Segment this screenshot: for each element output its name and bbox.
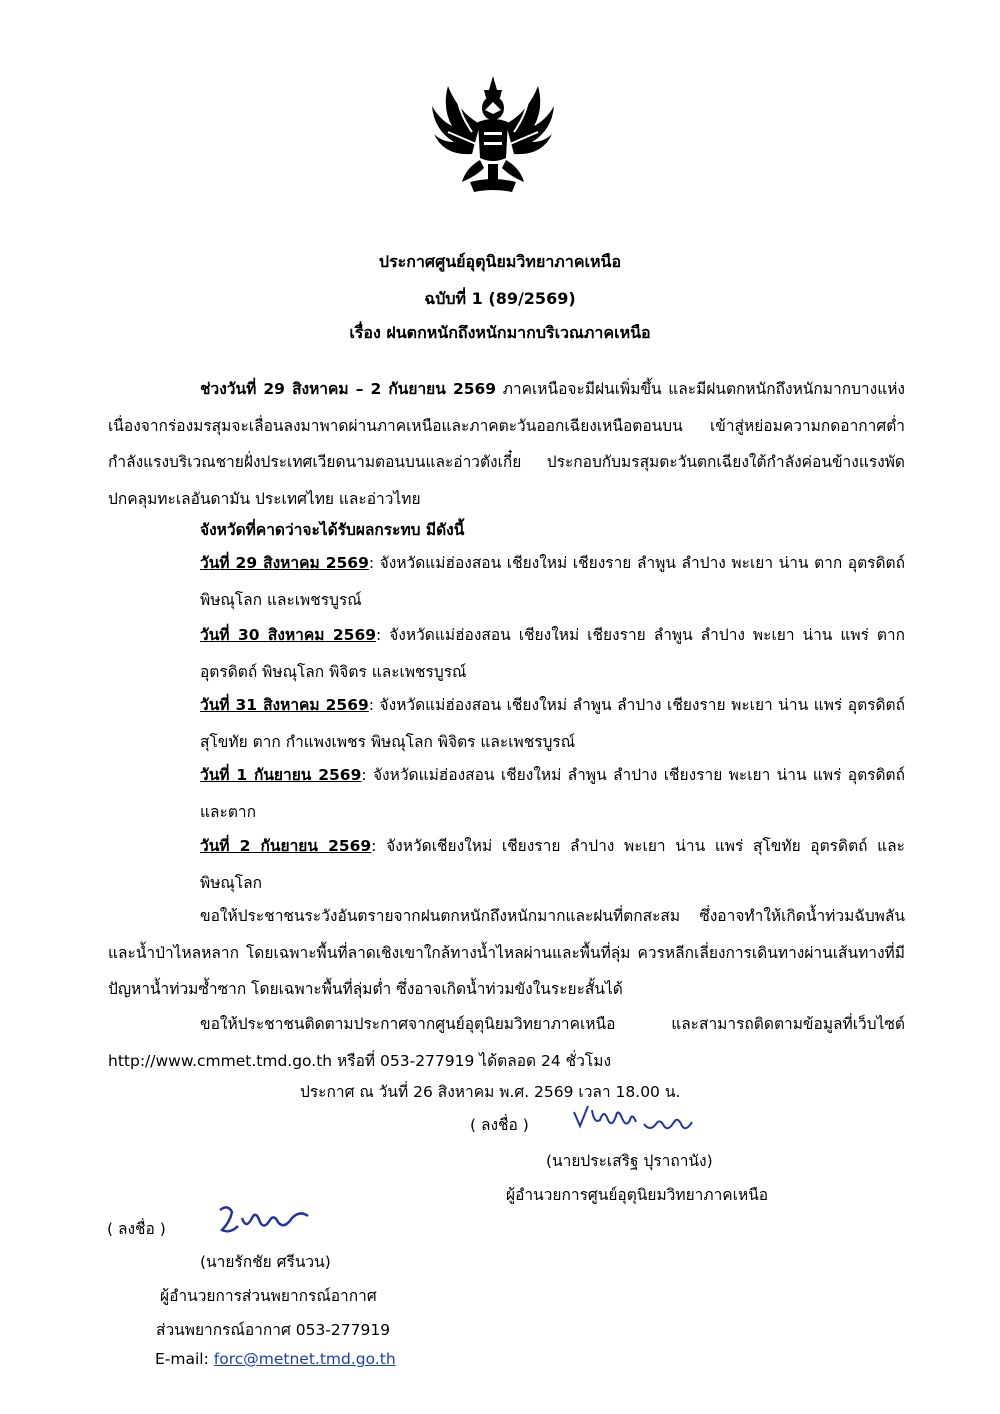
day-provinces: : จังหวัดแม่ฮ่องสอน เชียงใหม่ เชียงราย ลำพูน ลำปาง พะเยา น่าน ตาก อุตรดิตถ์ พิษณุโลก และเพชรบูรณ์	[200, 554, 906, 609]
warning-paragraph: ขอให้ประชาชนระวังอันตรายจากฝนตกหนักถึงหนักมากและฝนที่ตกสะสม ซึ่งอาจทำให้เกิดน้ำท่วมฉับพลันและน้ำป่าไหลหลาก โดยเฉพาะพื้นที่ลาดเชิงเขาใกล้ทางน้ำไหลผ่านและพื้นที่ลุ่ม ควรหลีกเลี่ยงการเดินทางผ่านเส้นทางที่มีปัญหาน้ำท่วมซ้ำซาก โดยเฉพาะพื้นที่ลุ่มต่ำ ซึ่งอาจเกิดน้ำท่วมขังในระยะสั้นได้	[108, 907, 905, 998]
announcement-title: ประกาศศูนย์อุตุนิยมวิทยาภาคเหนือ	[378, 252, 622, 271]
forecast-department: ส่วนพยากรณ์อากาศ 053-277919	[156, 1321, 391, 1339]
email-label: E-mail:	[155, 1350, 214, 1368]
email-line	[155, 1350, 396, 1368]
day-entry	[200, 687, 905, 760]
signature-forecaster	[212, 1200, 322, 1240]
affected-provinces-heading: จังหวัดที่คาดว่าจะได้รับผลกระทบ มีดังนี้	[200, 521, 465, 539]
email-link[interactable]: forc@metnet.tmd.go.th	[213, 1350, 396, 1368]
forecaster-name: (นายรักชัย ศรีนวน)	[200, 1253, 331, 1271]
day-date: วันที่ 1 กันยายน 2569	[200, 766, 362, 784]
day-date: วันที่ 30 สิงหาคม 2569	[200, 626, 377, 644]
day-provinces: : จังหวัดแม่ฮ่องสอน เชียงใหม่ เชียงราย ลำพูน ลำปาง พะเยา น่าน แพร่ ตาก อุตรดิตถ์ พิษณุโลก พิจิตร และเพชรบูรณ์	[200, 626, 906, 681]
forecast-period: ช่วงวันที่ 29 สิงหาคม – 2 กันยายน 2569	[200, 380, 497, 398]
follow-paragraph: ขอให้ประชาชนติดตามประกาศจากศูนย์อุตุนิยมวิทยาภาคเหนือ และสามารถติดตามข้อมูลที่เว็บไซต์ http://www.cmmet.tmd.go.th หรือที่ 053-277919 ได้ตลอด 24 ชั่วโมง	[108, 1015, 905, 1070]
garuda-emblem-icon	[418, 72, 568, 202]
day-date: วันที่ 31 สิงหาคม 2569	[200, 696, 369, 714]
sign-label: ( ลงชื่อ )	[470, 1116, 529, 1134]
issue-number: ฉบับที่ 1 (89/2569)	[424, 289, 576, 308]
day-entry	[200, 828, 905, 901]
day-entry	[200, 617, 905, 690]
sign-label: ( ลงชื่อ )	[107, 1220, 166, 1238]
day-provinces: : จังหวัดเชียงใหม่ เชียงราย ลำปาง พะเยา น่าน แพร่ สุโขทัย อุตรดิตถ์ และพิษณุโลก	[200, 837, 905, 892]
director-name: (นายประเสริฐ ปุราถานัง)	[546, 1152, 713, 1170]
forecaster-position: ผู้อำนวยการส่วนพยากรณ์อากาศ	[160, 1287, 377, 1305]
announcement-date: ประกาศ ณ วันที่ 26 สิงหาคม พ.ศ. 2569 เวลา 18.00 น.	[300, 1083, 681, 1101]
day-provinces: : จังหวัดแม่ฮ่องสอน เชียงใหม่ ลำพูน ลำปาง เชียงราย พะเยา น่าน แพร่ อุตรดิตถ์ และตาก	[200, 766, 906, 821]
announcement-subject: เรื่อง ฝนตกหนักถึงหนักมากบริเวณภาคเหนือ	[349, 323, 651, 342]
day-date: วันที่ 29 สิงหาคม 2569	[200, 554, 369, 572]
day-entry	[200, 545, 905, 618]
director-position: ผู้อำนวยการศูนย์อุตุนิยมวิทยาภาคเหนือ	[506, 1186, 769, 1204]
intro-text: ภาคเหนือจะมีฝนเพิ่มขึ้น และมีฝนตกหนักถึงหนักมากบางแห่ง เนื่องจากร่องมรสุมจะเลื่อนลงมาพาดผ่านภาคเหนือและภาคตะวันออกเฉียงเหนือตอนบน เข้าสู่หย่อมความกดอากาศต่ำกำลังแรงบริเวณชายฝั่งประเทศเวียดนามตอนบนและอ่าวตังเกี๋ย ประกอบกับมรสุมตะวันตกเฉียงใต้กำลังค่อนข้างแรงพัดปกคลุมทะเลอันดามัน ประเทศไทย และอ่าวไทย	[108, 380, 905, 508]
intro-paragraph	[108, 371, 905, 517]
day-entry	[200, 757, 905, 830]
day-provinces: : จังหวัดแม่ฮ่องสอน เชียงใหม่ ลำพูน ลำปาง เชียงราย พะเยา น่าน แพร่ อุตรดิตถ์ สุโขทัย ตาก กำแพงเพชร พิษณุโลก พิจิตร และเพชรบูรณ์	[200, 696, 906, 751]
signature-director	[570, 1098, 700, 1138]
day-date: วันที่ 2 กันยายน 2569	[200, 837, 372, 855]
